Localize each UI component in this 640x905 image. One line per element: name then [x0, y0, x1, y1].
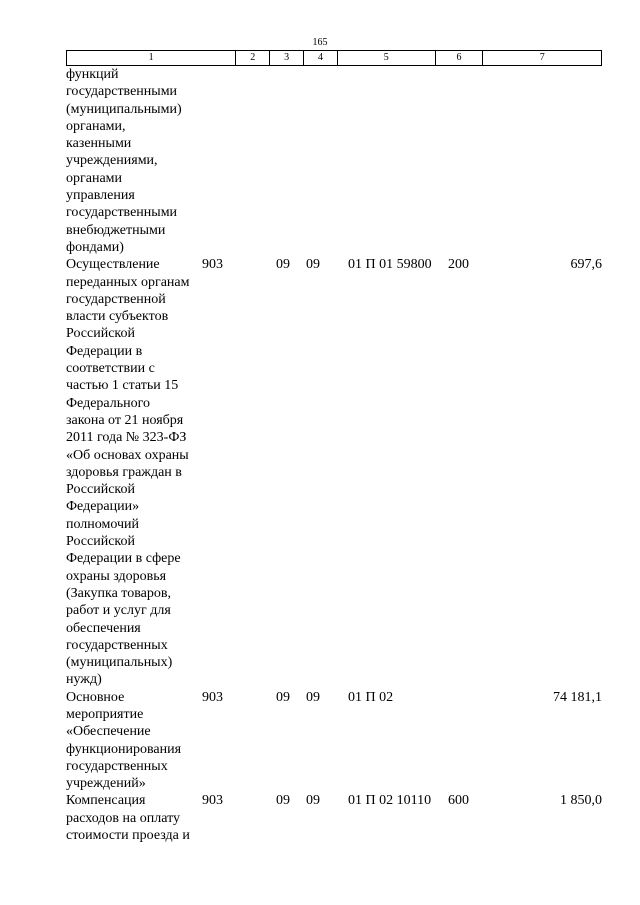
- header-col-2: 2: [236, 51, 270, 65]
- row-name-line: Компенсация: [66, 793, 146, 809]
- expense-type-code: [448, 689, 496, 793]
- table-header: [66, 50, 602, 66]
- amount: [496, 66, 602, 256]
- table-row: [66, 689, 602, 793]
- amount: 74 181,1: [553, 689, 602, 705]
- row-name: [66, 256, 200, 688]
- row-name-line: внебюджетными: [66, 222, 166, 238]
- row-name-line: работ и услуг для: [66, 603, 171, 619]
- row-name-line: функций: [66, 67, 119, 82]
- subsection-code: 09: [306, 257, 320, 273]
- target-article-code: [348, 66, 448, 256]
- header-col-5: 5: [338, 51, 436, 65]
- table-row: [66, 256, 602, 688]
- row-name-line: мероприятие: [66, 706, 144, 722]
- row-name-line: полномочий: [66, 516, 140, 532]
- row-name-line: Российской: [66, 326, 135, 342]
- row-name: [66, 66, 200, 256]
- row-name-line: закона от 21 ноября: [66, 412, 184, 428]
- row-name-line: казенными: [66, 136, 132, 152]
- row-name-line: органами: [66, 170, 123, 186]
- ministry-code: 903: [202, 793, 223, 809]
- amount: 697,6: [570, 257, 602, 273]
- target-article-code: 01 П 02: [348, 689, 394, 705]
- row-name-line: Федерального: [66, 395, 151, 411]
- row-name-line: обеспечения: [66, 620, 141, 636]
- ministry-code: [200, 66, 246, 256]
- row-name-line: здоровья граждан в: [66, 464, 182, 480]
- row-name: [66, 689, 200, 793]
- target-article-code: 01 П 02 10110: [348, 793, 432, 809]
- row-name-line: управления: [66, 188, 135, 204]
- table-body: [66, 66, 602, 844]
- row-name-line: учреждений»: [66, 776, 146, 792]
- row-name-line: государственных: [66, 637, 168, 653]
- row-name-line: расходов на оплату: [66, 810, 181, 826]
- row-name-line: нужд): [66, 672, 102, 688]
- row-name-line: Российской: [66, 534, 135, 550]
- row-name-line: (муниципальными): [66, 101, 182, 117]
- row-name-line: охраны здоровья: [66, 568, 167, 584]
- row-name-line: 2011 года № 323-ФЗ: [66, 430, 187, 446]
- subsection-code: 09: [306, 689, 320, 705]
- row-name-line: (Закупка товаров,: [66, 585, 171, 601]
- ministry-code: 903: [202, 689, 223, 705]
- row-name-line: органами,: [66, 118, 126, 134]
- row-name-line: учреждениями,: [66, 153, 158, 169]
- expense-type-code: 600: [448, 793, 469, 809]
- header-col-1: 1: [67, 51, 236, 65]
- row-name-line: «Об основах охраны: [66, 447, 189, 463]
- amount: 1 850,0: [560, 793, 602, 809]
- section-code: 09: [276, 689, 290, 705]
- row-name-line: Российской: [66, 482, 135, 498]
- expense-type-code: 200: [448, 257, 469, 273]
- section-code: [246, 66, 306, 256]
- row-name-line: Осуществление: [66, 257, 160, 273]
- header-col-6: 6: [436, 51, 484, 65]
- expense-type-code: [448, 66, 496, 256]
- row-name-line: государственной: [66, 291, 166, 307]
- row-name-line: государственных: [66, 758, 168, 774]
- row-name-line: Основное: [66, 689, 125, 705]
- row-name-line: Федерации»: [66, 499, 140, 515]
- row-name: [66, 792, 200, 844]
- row-name-line: (муниципальных): [66, 655, 173, 671]
- header-col-7: 7: [539, 52, 545, 63]
- row-name-line: стоимости проезда и: [66, 828, 190, 844]
- table-row: [66, 792, 602, 844]
- subsection-code: 09: [306, 793, 320, 809]
- row-name-line: функционирования: [66, 741, 182, 757]
- row-name-line: Федерации в сфере: [66, 551, 181, 567]
- row-name-line: частью 1 статьи 15: [66, 378, 179, 394]
- row-name-line: переданных органам: [66, 274, 190, 290]
- row-name-line: власти субъектов: [66, 309, 169, 325]
- page-number: 165: [312, 37, 328, 48]
- row-name-line: государственными: [66, 84, 178, 100]
- section-code: 09: [276, 257, 290, 273]
- target-article-code: 01 П 01 59800: [348, 257, 432, 273]
- ministry-code: 903: [202, 257, 223, 273]
- section-code: 09: [276, 793, 290, 809]
- table-row: [66, 66, 602, 256]
- header-col-4: 4: [304, 51, 338, 65]
- row-name-line: «Обеспечение: [66, 724, 151, 740]
- row-name-line: государственными: [66, 205, 178, 221]
- subsection-code: [306, 66, 348, 256]
- row-name-line: соответствии с: [66, 361, 155, 377]
- row-name-line: фондами): [66, 239, 124, 255]
- header-col-3: 3: [270, 51, 304, 65]
- row-name-line: Федерации в: [66, 343, 143, 359]
